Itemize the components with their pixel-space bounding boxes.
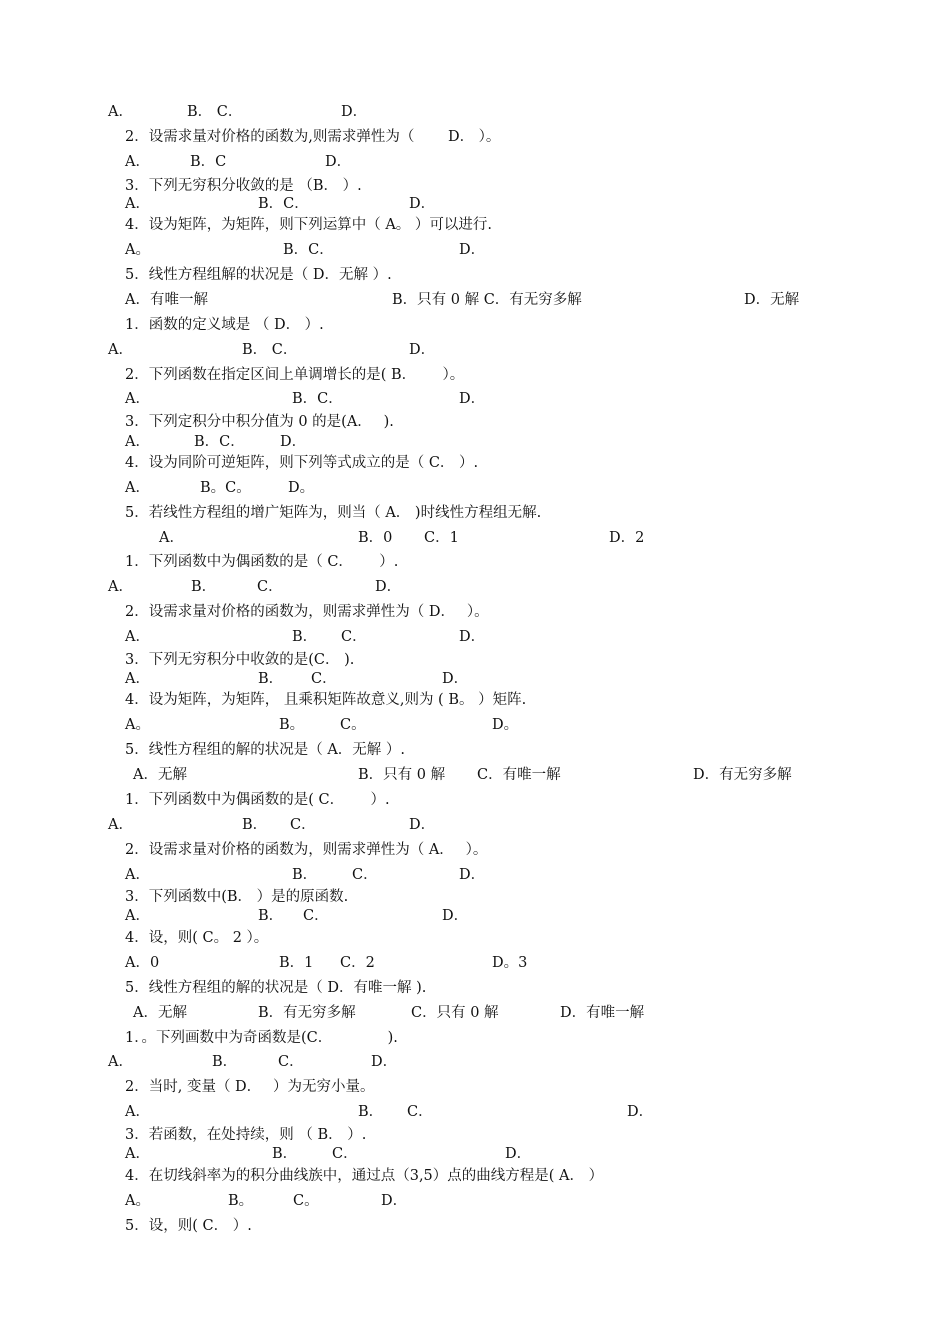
option-label: D．有唯一解 [560, 1005, 645, 1021]
option-label: A．无解 [133, 767, 187, 783]
option-label: C．2 [340, 955, 375, 971]
option-label: A。 [125, 1193, 150, 1209]
option-label: D． [325, 154, 352, 170]
option-label: C．1 [424, 530, 459, 546]
option-label: B．1 [279, 955, 314, 971]
option-label: B． [292, 629, 318, 645]
option-label: B．C [190, 154, 227, 170]
option-label: B．C． [283, 242, 334, 258]
question-text: 1．下列函数中为偶函数的是（ C． ）. [125, 554, 399, 570]
option-label: A． [125, 434, 150, 450]
option-label: B． [258, 671, 284, 687]
option-label: D。3 [492, 955, 528, 971]
option-label: B．C． [292, 391, 343, 407]
option-label: D． [459, 242, 486, 258]
option-label: B． [292, 867, 318, 883]
option-label: B．有无穷多解 [258, 1005, 356, 1021]
option-label: C． [311, 671, 337, 687]
option-label: B．0 [358, 530, 393, 546]
option-label: A． [125, 1104, 150, 1120]
option-label: B。C。 [200, 480, 251, 496]
option-label: D． [505, 1146, 532, 1162]
option-label: A． [125, 867, 150, 883]
option-label: D． [442, 908, 469, 924]
option-label: C． [290, 817, 316, 833]
option-label: D． [409, 817, 436, 833]
option-label: A． [108, 817, 133, 833]
question-text: 1．下列函数中为偶函数的是( C． ）. [125, 792, 390, 808]
option-label: A．0 [125, 955, 160, 971]
option-label: D． [371, 1054, 398, 1070]
option-label: D． [409, 342, 436, 358]
option-label: D． [341, 104, 368, 120]
option-label: D． [409, 196, 436, 212]
option-label: C．只有 0 解 [411, 1005, 499, 1021]
option-label: C． [407, 1104, 433, 1120]
option-label: B． C． [187, 104, 243, 120]
option-label: A． [125, 480, 150, 496]
option-label: B． [191, 579, 217, 595]
question-text: 5．线性方程组的解的状况是（ A．无解 ）. [125, 742, 406, 758]
option-label: B。 [279, 717, 305, 733]
option-label: C。 [293, 1193, 319, 1209]
option-label: B．C． [258, 196, 309, 212]
option-label: C． [303, 908, 329, 924]
option-label: A． [125, 1146, 150, 1162]
question-text: 2．设需求量对价格的函数为,则需求弹性为（ D． ）。 [125, 129, 501, 145]
option-label: A． [159, 530, 184, 546]
option-label: B． [272, 1146, 298, 1162]
option-label: A．无解 [133, 1005, 187, 1021]
option-label: D． [459, 867, 486, 883]
question-text: 2．设需求量对价格的函数为，则需求弹性为（ D． ）。 [125, 604, 489, 620]
option-label: A． [125, 196, 150, 212]
option-label: D． [459, 391, 486, 407]
option-label: D。 [492, 717, 519, 733]
question-text: 2．当时, 变量（ D． ）为无穷小量。 [125, 1079, 375, 1095]
option-label: D．有无穷多解 [693, 767, 792, 783]
option-label: B。 [228, 1193, 254, 1209]
option-label: A． [108, 104, 133, 120]
option-label: C． [332, 1146, 358, 1162]
option-label: D．2 [609, 530, 645, 546]
option-label: D． [375, 579, 402, 595]
option-label: B．只有 0 解 [358, 767, 446, 783]
question-text: 5．线性方程组解的状况是（ D．无解 ）. [125, 267, 392, 283]
option-label: A． [125, 629, 150, 645]
option-label: A。 [125, 242, 150, 258]
question-text: 3．下列定积分中积分值为 0 的是(A． ). [125, 414, 394, 430]
option-label: D． [442, 671, 469, 687]
option-label: D． [627, 1104, 654, 1120]
question-text: 4．设为矩阵，为矩阵，则下列运算中（ A。 ）可以进行. [125, 217, 493, 233]
option-label: B． C． [242, 342, 298, 358]
option-label: A． [108, 579, 133, 595]
option-label: A． [125, 671, 150, 687]
question-text: 1．。下列画数中为奇函数是(C． ). [125, 1030, 398, 1046]
question-text: 4．设为同阶可逆矩阵，则下列等式成立的是（ C． ）. [125, 455, 479, 471]
question-text: 3．若函数，在处持续，则 （ B． ）. [125, 1127, 367, 1143]
option-label: B． [358, 1104, 384, 1120]
option-label: C． [257, 579, 283, 595]
option-label: C． [352, 867, 378, 883]
option-label: D． [280, 434, 307, 450]
question-text: 2．下列函数在指定区间上单调增长的是( B． ）。 [125, 367, 465, 383]
question-text: 4．设为矩阵，为矩阵， 且乘积矩阵故意义,则为 ( B。 ）矩阵. [125, 692, 527, 708]
option-label: A． [125, 154, 150, 170]
option-label: D。 [288, 480, 315, 496]
question-text: 3．下列函数中(B． ）是的原函数. [125, 889, 349, 905]
option-label: B．C． [194, 434, 245, 450]
option-label: A． [108, 342, 133, 358]
option-label: C．有唯一解 [477, 767, 561, 783]
option-label: C． [278, 1054, 304, 1070]
option-label: D． [459, 629, 486, 645]
option-label: A． [108, 1054, 133, 1070]
question-text: 5．若线性方程组的增广矩阵为，则当（ A． )时线性方程组无解. [125, 505, 542, 521]
option-label: B．只有 0 解 C．有无穷多解 [392, 292, 582, 308]
question-text: 4．设，则( C。 2 ）。 [125, 930, 269, 946]
option-label: A。 [125, 717, 150, 733]
question-text: 3．下列无穷积分收敛的是 （B． ）. [125, 178, 362, 194]
question-text: 4．在切线斜率为的积分曲线族中，通过点（3,5）点的曲线方程是( A． ） [125, 1168, 604, 1184]
question-text: 5．设，则( C． ）. [125, 1218, 252, 1234]
option-label: D． [381, 1193, 408, 1209]
question-text: 1．函数的定义域是 （ D． ）. [125, 317, 324, 333]
option-label: A． [125, 391, 150, 407]
question-text: 5．线性方程组的解的状况是（ D．有唯一解 ). [125, 980, 427, 996]
option-label: D．无解 [744, 292, 800, 308]
option-label: B． [212, 1054, 238, 1070]
option-label: B． [242, 817, 268, 833]
option-label: C． [341, 629, 367, 645]
question-text: 2．设需求量对价格的函数为，则需求弹性为（ A． ）。 [125, 842, 488, 858]
question-text: 3．下列无穷积分中收敛的是(C． ). [125, 652, 355, 668]
option-label: A． [125, 908, 150, 924]
option-label: A．有唯一解 [125, 292, 208, 308]
option-label: B． [258, 908, 284, 924]
option-label: C。 [340, 717, 366, 733]
